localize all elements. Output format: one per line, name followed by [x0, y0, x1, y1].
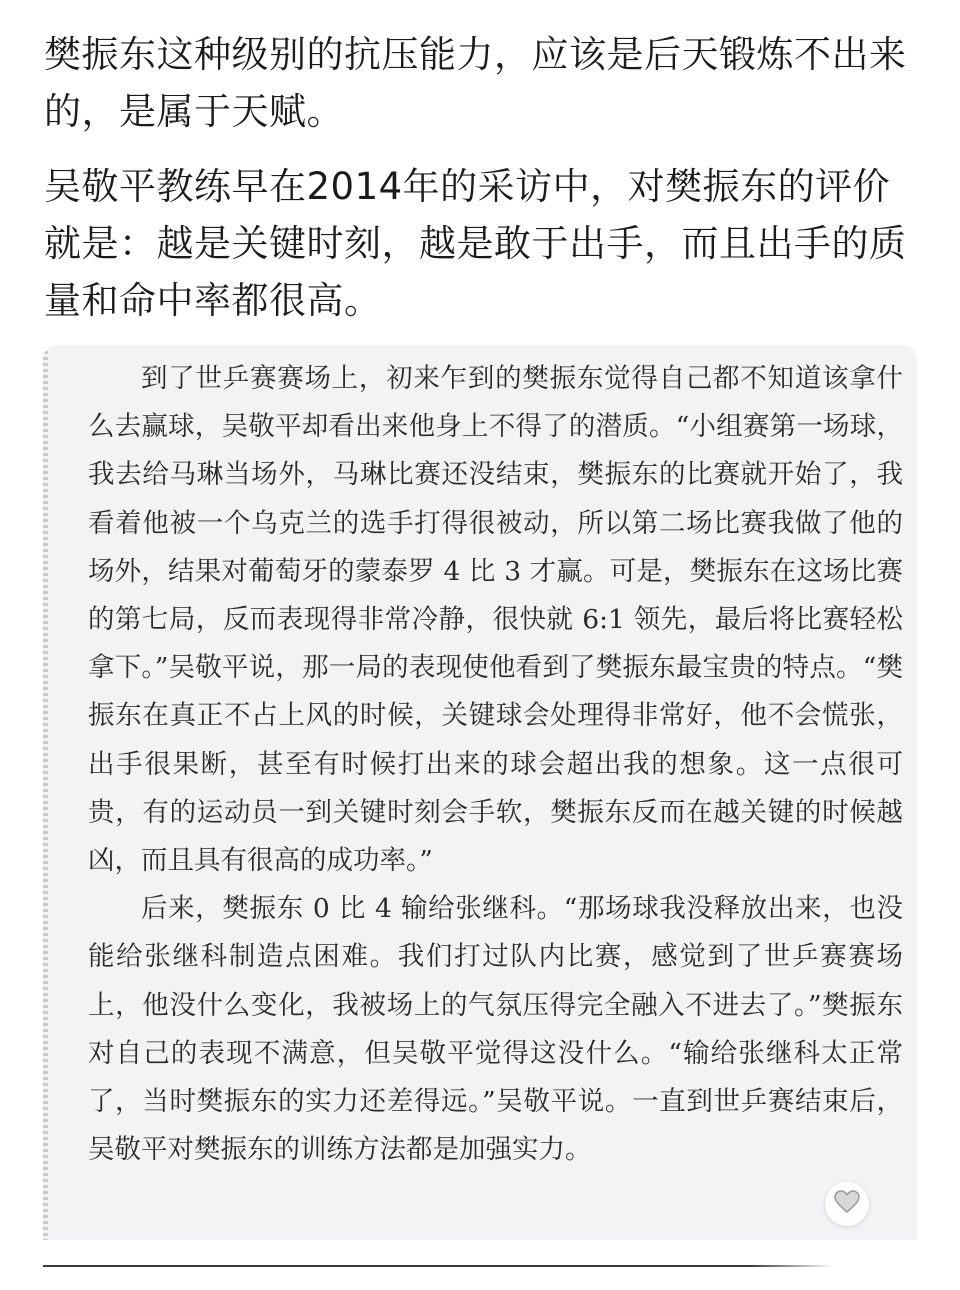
post-paragraph: 樊振东这种级别的抗压能力，应该是后天锻炼不出来的，是属于天赋。: [44, 33, 907, 133]
post-paragraph: 吴敬平教练早在2014年的采访中，对樊振东的评价就是：越是关键时刻，越是敢于出手，而且出手的质量和命中率都很高。: [44, 165, 907, 322]
heart-icon: [834, 1190, 860, 1218]
excerpt-paragraph: 到了世乒赛赛场上，初来乍到的樊振东觉得自己都不知道该拿什么去赢球，吴敬平却看出来他身上不得了的潜质。“小组赛第一场球，我去给马琳当场外，马琳比赛还没结束，樊振东的比赛就开始了，我看着他被一个乌克兰的选手打得很被动，所以第二场比赛我做了他的场外，结果对葡萄牙的蒙泰罗 4 比 3 才赢。可是，樊振东在这场比赛的第七局，反而表现得非常冷静，很快就 6:1 领先，最后将比赛轻松拿下。”吴敬平说，那一局的表现使他看到了樊振东最宝贵的特点。“樊振东在真正不占上风的时候，关键球会处理得非常好，他不会慌张，出手很果断，甚至有时候打出来的球会超出我的想象。这一点很可贵，有的运动员一到关键时刻会手软，樊振东反而在越关键的时候越凶，而且具有很高的成功率。”: [88, 363, 903, 877]
excerpt-paragraph: 后来，樊振东 0 比 4 输给张继科。“那场球我没释放出来，也没能给张继科制造点困难。我们打过队内比赛，感觉到了世乒赛赛场上，他没什么变化，我被场上的气氛压得完全融入不进去了。”樊振东对自己的表现不满意，但吴敬平觉得这没什么。“输给张继科太正常了，当时樊振东的实力还差得远。”吴敬平说。一直到世乒赛结束后，吴敬平对樊振东的训练方法都是加强实力。: [88, 893, 903, 1166]
image-fade: [750, 1248, 960, 1288]
book-excerpt: [88, 355, 903, 1174]
post-text: [44, 26, 916, 329]
attached-image[interactable]: [43, 345, 917, 1240]
like-button[interactable]: [825, 1182, 869, 1226]
page-edge: [43, 345, 48, 1240]
